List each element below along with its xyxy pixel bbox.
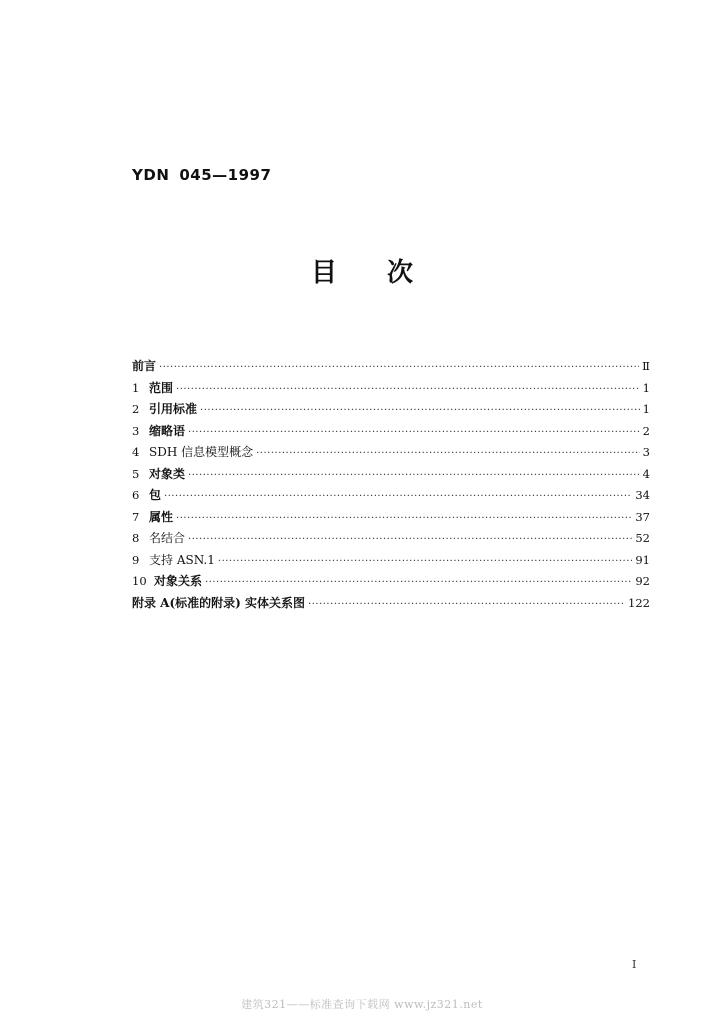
toc-leader-dots — [188, 529, 632, 551]
table-of-contents — [132, 356, 650, 614]
toc-number: 2 — [132, 402, 140, 416]
toc-number: 1 — [132, 380, 140, 395]
toc-number: 9 — [132, 552, 140, 567]
title-char-1: 目 — [310, 258, 337, 288]
toc-label: 名结合 — [149, 531, 186, 545]
toc-label: 包 — [149, 488, 162, 502]
standard-prefix: YDN — [132, 166, 170, 184]
toc-leader-dots — [159, 357, 639, 379]
toc-label: 范围 — [149, 380, 174, 395]
toc-entry-7[interactable] — [132, 507, 650, 529]
toc-leader-dots — [176, 379, 640, 401]
toc-number: 10 — [132, 574, 147, 588]
toc-label: 附录 A(标准的附录) 实体关系图 — [132, 595, 306, 610]
toc-number: 8 — [132, 531, 140, 545]
toc-leader-dots — [205, 572, 632, 594]
toc-page: 92 — [635, 574, 650, 588]
toc-entry-5[interactable] — [132, 464, 650, 486]
toc-page: 2 — [642, 423, 650, 438]
toc-entry-1[interactable] — [132, 378, 650, 400]
toc-leader-dots — [188, 465, 640, 487]
toc-page: 34 — [635, 488, 650, 502]
toc-number: 7 — [132, 509, 140, 524]
toc-label: 引用标准 — [149, 402, 198, 416]
toc-leader-dots — [218, 551, 632, 573]
page-title — [0, 252, 724, 289]
toc-number: 6 — [132, 488, 140, 502]
title-char-2: 次 — [387, 258, 414, 288]
footer-watermark: 建筑321——标准查询下载网 www.jz321.net — [241, 998, 483, 1011]
toc-leader-dots — [200, 400, 640, 422]
toc-entry-2[interactable] — [132, 399, 650, 421]
toc-page: 1 — [642, 402, 650, 416]
toc-number: 5 — [132, 466, 140, 481]
toc-label: 对象关系 — [154, 574, 203, 588]
toc-number: 3 — [132, 423, 140, 438]
toc-label: 支持 ASN.1 — [149, 552, 215, 567]
toc-page: 122 — [628, 595, 650, 610]
page-number: I — [632, 958, 637, 971]
toc-leader-dots — [256, 443, 640, 465]
toc-entry-preface[interactable] — [132, 356, 650, 378]
standard-code — [132, 166, 271, 184]
toc-page: 52 — [635, 531, 650, 545]
toc-label: SDH 信息模型概念 — [149, 445, 254, 459]
toc-entry-appendix-a[interactable] — [132, 593, 650, 615]
toc-label: 缩略语 — [149, 423, 186, 438]
toc-page: 3 — [642, 445, 650, 459]
toc-leader-dots — [188, 422, 640, 444]
toc-label: 对象类 — [149, 466, 186, 481]
toc-entry-9[interactable] — [132, 550, 650, 572]
toc-entry-4[interactable] — [132, 442, 650, 464]
toc-leader-dots — [164, 486, 632, 508]
toc-page: 1 — [642, 380, 650, 395]
toc-page: 37 — [635, 509, 650, 524]
toc-number: 4 — [132, 445, 140, 459]
toc-entry-6[interactable] — [132, 485, 650, 507]
toc-page: 4 — [642, 466, 650, 481]
toc-label: 前言 — [132, 359, 157, 373]
toc-label: 属性 — [149, 509, 174, 524]
toc-leader-dots — [308, 594, 625, 616]
toc-entry-10[interactable] — [132, 571, 650, 593]
standard-number: 045—1997 — [179, 166, 272, 184]
toc-page: 91 — [635, 552, 650, 567]
toc-leader-dots — [176, 508, 632, 530]
toc-entry-3[interactable] — [132, 421, 650, 443]
toc-entry-8[interactable] — [132, 528, 650, 550]
toc-page: Ⅱ — [642, 359, 650, 373]
